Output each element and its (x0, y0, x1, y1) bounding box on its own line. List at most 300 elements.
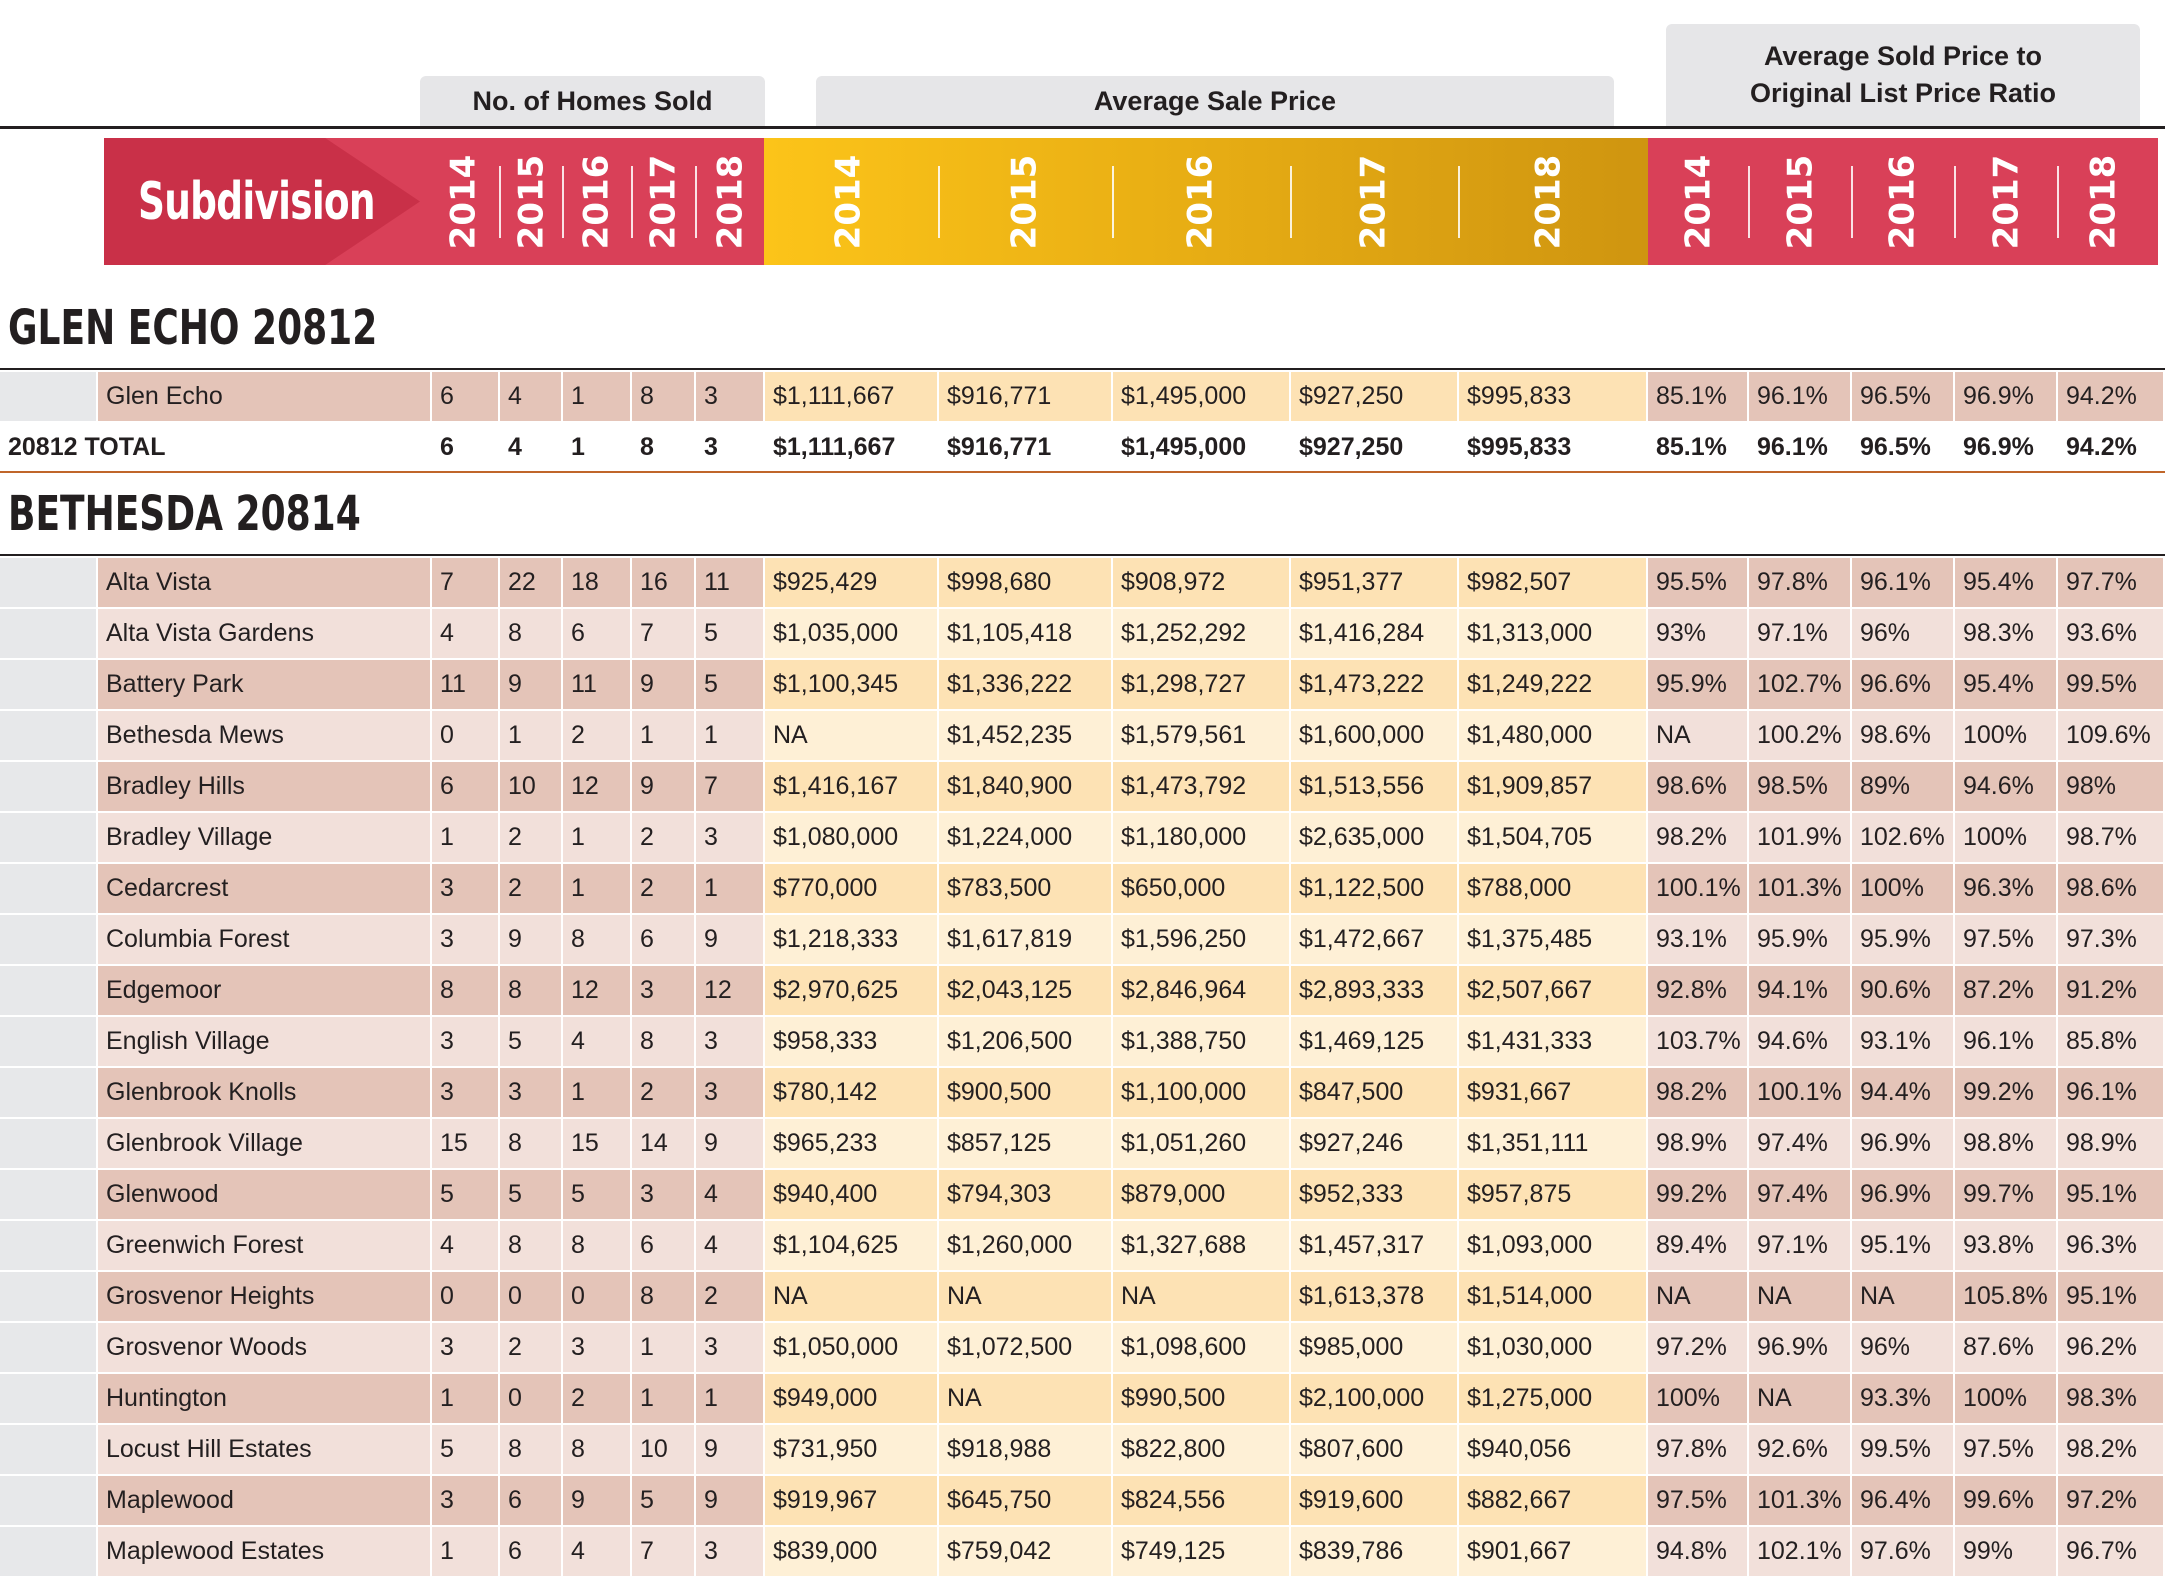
row-stub (0, 1119, 96, 1168)
price-ratio-value: 97.2% (2058, 1476, 2163, 1525)
price-ratio-value: 96.6% (1852, 660, 1953, 709)
homes-sold-value: 9 (632, 660, 694, 709)
avg-sale-price-value: $1,909,857 (1459, 762, 1646, 811)
year-label: 2015 (1780, 154, 1821, 249)
homes-sold-value: 2 (632, 864, 694, 913)
avg-sale-price-value: $916,771 (939, 423, 1111, 472)
price-ratio-value: 99.5% (1852, 1425, 1953, 1474)
avg-sale-price-value: $1,260,000 (939, 1221, 1111, 1270)
avg-sale-price-value: NA (1113, 1272, 1289, 1321)
ratio-header-line-2: Original List Price Ratio (1749, 78, 2057, 108)
homes-sold-value: 2 (563, 1374, 630, 1423)
year-label: 2018 (1528, 154, 1569, 249)
price-ratio-value: 93.8% (1955, 1221, 2056, 1270)
section-rule (0, 368, 2165, 370)
avg-sale-price-value: $957,875 (1459, 1170, 1646, 1219)
avg-sale-price-value: $1,224,000 (939, 813, 1111, 862)
price-ratio-value: 99.7% (1955, 1170, 2056, 1219)
price-ratio-value: NA (1648, 1272, 1747, 1321)
avg-sale-price-value: $1,473,792 (1113, 762, 1289, 811)
avg-sale-price-value: $1,431,333 (1459, 1017, 1646, 1066)
avg-sale-price-value: $1,298,727 (1113, 660, 1289, 709)
avg-sale-price-value: $807,600 (1291, 1425, 1457, 1474)
year-header-sold-1 (501, 138, 561, 265)
row-stub (0, 372, 96, 421)
avg-sale-price-value: NA (765, 711, 937, 760)
price-ratio-value: 97.5% (1955, 915, 2056, 964)
table-row (0, 1527, 2165, 1578)
table-row (0, 660, 2165, 711)
homes-sold-value: 5 (432, 1425, 498, 1474)
price-ratio-value: 99% (1955, 1527, 2056, 1576)
homes-sold-value: 18 (563, 558, 630, 607)
price-ratio-value: 98.6% (1648, 762, 1747, 811)
subdivision-name: Glen Echo (98, 372, 430, 421)
homes-sold-value: 1 (500, 711, 561, 760)
price-ratio-value: 85.8% (2058, 1017, 2163, 1066)
homes-sold-value: 4 (696, 1170, 763, 1219)
avg-sale-price-value: $982,507 (1459, 558, 1646, 607)
price-ratio-value: 101.9% (1749, 813, 1850, 862)
price-ratio-value: 96.9% (1852, 1170, 1953, 1219)
avg-sale-price-value: $1,035,000 (765, 609, 937, 658)
price-ratio-value: 98.2% (1648, 1068, 1747, 1117)
price-ratio-value: 100.1% (1749, 1068, 1850, 1117)
avg-sale-price-value: $925,429 (765, 558, 937, 607)
avg-sale-price-value: $1,180,000 (1113, 813, 1289, 862)
homes-sold-value: 7 (696, 762, 763, 811)
avg-sale-price-value: $927,246 (1291, 1119, 1457, 1168)
avg-sale-price-value: $2,970,625 (765, 966, 937, 1015)
homes-sold-value: 2 (500, 1323, 561, 1372)
header-separator (938, 166, 940, 238)
price-ratio-value: 99.6% (1955, 1476, 2056, 1525)
avg-sale-price-value: $1,206,500 (939, 1017, 1111, 1066)
year-header-price-0 (818, 138, 878, 265)
homes-sold-value: 3 (432, 1323, 498, 1372)
homes-sold-value: 6 (432, 423, 498, 472)
price-ratio-value: 98.9% (1648, 1119, 1747, 1168)
table-row (0, 1425, 2165, 1476)
table-row (0, 966, 2165, 1017)
price-ratio-value: 98.6% (2058, 864, 2163, 913)
table-row (0, 762, 2165, 813)
homes-sold-value: 6 (632, 915, 694, 964)
homes-sold-value: 4 (500, 423, 561, 472)
year-label: 2018 (2083, 154, 2124, 249)
price-ratio-value: 102.6% (1852, 813, 1953, 862)
price-ratio-value: 91.2% (2058, 966, 2163, 1015)
homes-sold-value: 11 (432, 660, 498, 709)
homes-sold-value: 0 (563, 1272, 630, 1321)
homes-sold-value: 2 (563, 711, 630, 760)
year-label: 2017 (1353, 154, 1394, 249)
avg-sale-price-value: $1,080,000 (765, 813, 937, 862)
avg-sale-price-value: $1,111,667 (765, 423, 937, 472)
homes-sold-value: 6 (563, 609, 630, 658)
table-row (0, 915, 2165, 966)
price-ratio-value: 96.1% (1749, 372, 1850, 421)
table-row (0, 609, 2165, 660)
homes-sold-value: 3 (432, 864, 498, 913)
avg-sale-price-value: $1,375,485 (1459, 915, 1646, 964)
price-ratio-value: 96.1% (1852, 558, 1953, 607)
price-ratio-value: 87.2% (1955, 966, 2056, 1015)
homes-sold-value: 9 (696, 1476, 763, 1525)
price-ratio-value: 98.3% (2058, 1374, 2163, 1423)
price-ratio-value: NA (1852, 1272, 1953, 1321)
year-label: 2016 (1180, 154, 1221, 249)
homes-sold-value: 7 (632, 1527, 694, 1576)
subdivision-name: Maplewood Estates (98, 1527, 430, 1576)
avg-sale-price-value: $1,495,000 (1113, 372, 1289, 421)
row-stub (0, 915, 96, 964)
price-ratio-value: 85.1% (1648, 372, 1747, 421)
table-row (0, 372, 2165, 423)
avg-sale-price-value: $1,452,235 (939, 711, 1111, 760)
subdivision-name: Glenbrook Knolls (98, 1068, 430, 1117)
price-ratio-value: 97.3% (2058, 915, 2163, 964)
price-ratio-value: 93.3% (1852, 1374, 1953, 1423)
price-ratio-value: 96.9% (1749, 1323, 1850, 1372)
row-stub (0, 1068, 96, 1117)
avg-sale-price-value: $931,667 (1459, 1068, 1646, 1117)
price-ratio-value: 94.2% (2058, 423, 2163, 472)
subdivision-name: Glenbrook Village (98, 1119, 430, 1168)
avg-sale-price-value: $857,125 (939, 1119, 1111, 1168)
price-ratio-value: 96.1% (1955, 1017, 2056, 1066)
homes-sold-value: 1 (432, 1374, 498, 1423)
price-ratio-value: NA (1648, 711, 1747, 760)
avg-sale-price-value: $824,556 (1113, 1476, 1289, 1525)
homes-sold-value: 3 (500, 1068, 561, 1117)
price-ratio-value: 95.4% (1955, 558, 2056, 607)
homes-sold-value: 8 (563, 1425, 630, 1474)
homes-sold-value: 2 (500, 864, 561, 913)
avg-sale-price-value: $749,125 (1113, 1527, 1289, 1576)
homes-sold-value: 3 (696, 1323, 763, 1372)
year-label: 2017 (1986, 154, 2027, 249)
table-row (0, 1221, 2165, 1272)
price-ratio-value: 89% (1852, 762, 1953, 811)
price-ratio-value: 95.9% (1648, 660, 1747, 709)
table-row (0, 1170, 2165, 1221)
homes-sold-value: 8 (500, 966, 561, 1015)
homes-sold-value: 3 (432, 1068, 498, 1117)
homes-sold-value: 8 (632, 1017, 694, 1066)
avg-sale-price-value: $1,218,333 (765, 915, 937, 964)
homes-sold-value: 1 (563, 1068, 630, 1117)
subdivision-name: Cedarcrest (98, 864, 430, 913)
year-header-sold-0 (433, 138, 493, 265)
table-row (0, 864, 2165, 915)
avg-sale-price-value: $918,988 (939, 1425, 1111, 1474)
homes-sold-value: 3 (432, 1017, 498, 1066)
avg-sale-price-value: $1,495,000 (1113, 423, 1289, 472)
homes-sold-value: 7 (432, 558, 498, 607)
avg-sale-price-value: $780,142 (765, 1068, 937, 1117)
price-ratio-value: 96.9% (1955, 423, 2056, 472)
price-ratio-value: 100% (1955, 1374, 2056, 1423)
avg-sale-price-value: $1,469,125 (1291, 1017, 1457, 1066)
avg-sale-price-value: $952,333 (1291, 1170, 1457, 1219)
avg-sale-price-value: $901,667 (1459, 1527, 1646, 1576)
subdivision-name: Alta Vista Gardens (98, 609, 430, 658)
subdivision-header: Subdivision (138, 171, 375, 232)
homes-sold-value: 3 (696, 813, 763, 862)
price-ratio-value: 95.9% (1749, 915, 1850, 964)
price-ratio-value: 99.2% (1955, 1068, 2056, 1117)
price-ratio-value: 97.8% (1648, 1425, 1747, 1474)
table-row (0, 711, 2165, 762)
homes-sold-value: 9 (632, 762, 694, 811)
homes-sold-value: 1 (432, 813, 498, 862)
avg-sale-price-value: $927,250 (1291, 423, 1457, 472)
avg-sale-price-value: $839,000 (765, 1527, 937, 1576)
year-header-ratio-2 (1872, 138, 1932, 265)
price-ratio-value: 95.9% (1852, 915, 1953, 964)
homes-sold-value: 1 (563, 813, 630, 862)
price-ratio-value: 94.6% (1955, 762, 2056, 811)
homes-sold-value: 6 (432, 762, 498, 811)
subdivision-name: Grosvenor Woods (98, 1323, 430, 1372)
homes-sold-value: 9 (696, 1119, 763, 1168)
avg-sale-price-value: NA (765, 1272, 937, 1321)
avg-sale-price-value: $759,042 (939, 1527, 1111, 1576)
price-ratio-value: 95.1% (1852, 1221, 1953, 1270)
header-top-rule (0, 126, 2165, 129)
price-ratio-value: 97.7% (2058, 558, 2163, 607)
avg-sale-price-value: $908,972 (1113, 558, 1289, 607)
price-ratio-value: 100.2% (1749, 711, 1850, 760)
price-ratio-value: 96.7% (2058, 1527, 2163, 1576)
homes-sold-value: 8 (500, 609, 561, 658)
homes-sold-value: 4 (432, 1221, 498, 1270)
price-ratio-value: 97.1% (1749, 609, 1850, 658)
year-label: 2014 (1678, 154, 1719, 249)
row-stub (0, 1170, 96, 1219)
price-ratio-value: 96.5% (1852, 372, 1953, 421)
avg-sale-price-value: $1,100,000 (1113, 1068, 1289, 1117)
year-label: 2016 (576, 154, 617, 249)
homes-sold-value: 9 (696, 1425, 763, 1474)
subdivision-name: Maplewood (98, 1476, 430, 1525)
price-ratio-value: 98.8% (1955, 1119, 2056, 1168)
homes-sold-value: 12 (563, 762, 630, 811)
avg-sale-price-value: $1,513,556 (1291, 762, 1457, 811)
header-separator (1954, 166, 1956, 238)
avg-sale-price-value: $990,500 (1113, 1374, 1289, 1423)
row-stub (0, 660, 96, 709)
price-ratio-value: 93.6% (2058, 609, 2163, 658)
group-header-ratio (1666, 24, 2140, 126)
table-row (0, 1272, 2165, 1323)
year-header-price-4 (1518, 138, 1578, 265)
homes-sold-value: 6 (500, 1527, 561, 1576)
avg-sale-price-value: $1,072,500 (939, 1323, 1111, 1372)
homes-sold-value: 5 (432, 1170, 498, 1219)
avg-sale-price-value: $1,098,600 (1113, 1323, 1289, 1372)
homes-sold-value: 6 (632, 1221, 694, 1270)
price-ratio-value: 96.1% (2058, 1068, 2163, 1117)
avg-sale-price-value: $1,327,688 (1113, 1221, 1289, 1270)
price-ratio-value: 94.8% (1648, 1527, 1747, 1576)
homes-sold-value: 8 (632, 372, 694, 421)
subdivision-name: Bradley Hills (98, 762, 430, 811)
price-ratio-value: 102.7% (1749, 660, 1850, 709)
avg-sale-price-value: $900,500 (939, 1068, 1111, 1117)
avg-sale-price-value: $1,351,111 (1459, 1119, 1646, 1168)
avg-sale-price-value: $919,600 (1291, 1476, 1457, 1525)
avg-sale-price-value: $1,100,345 (765, 660, 937, 709)
avg-sale-price-value: $1,416,284 (1291, 609, 1457, 658)
price-ratio-value: 96.2% (2058, 1323, 2163, 1372)
price-ratio-value: 97.5% (1955, 1425, 2056, 1474)
avg-sale-price-value: $783,500 (939, 864, 1111, 913)
avg-sale-price-value: $1,472,667 (1291, 915, 1457, 964)
homes-sold-value: 9 (563, 1476, 630, 1525)
homes-sold-value: 8 (563, 1221, 630, 1270)
homes-sold-value: 8 (500, 1425, 561, 1474)
header-separator (1290, 166, 1292, 238)
year-header-price-1 (994, 138, 1054, 265)
homes-sold-value: 3 (563, 1323, 630, 1372)
price-ratio-value: 95.1% (2058, 1272, 2163, 1321)
row-stub (0, 711, 96, 760)
homes-sold-value: 9 (696, 915, 763, 964)
year-header-sold-4 (700, 138, 760, 265)
price-ratio-value: 97.1% (1749, 1221, 1850, 1270)
avg-sale-price-value: $770,000 (765, 864, 937, 913)
row-stub (0, 864, 96, 913)
avg-sale-price-value: $879,000 (1113, 1170, 1289, 1219)
avg-sale-price-value: $1,457,317 (1291, 1221, 1457, 1270)
homes-sold-value: 1 (432, 1527, 498, 1576)
price-ratio-value: 101.3% (1749, 864, 1850, 913)
price-ratio-value: 101.3% (1749, 1476, 1850, 1525)
homes-sold-value: 12 (696, 966, 763, 1015)
homes-sold-value: 4 (432, 609, 498, 658)
homes-sold-value: 1 (563, 423, 630, 472)
homes-sold-value: 8 (432, 966, 498, 1015)
homes-sold-value: 9 (500, 660, 561, 709)
avg-sale-price-value: $995,833 (1459, 423, 1646, 472)
price-ratio-value: 98.2% (2058, 1425, 2163, 1474)
price-ratio-value: 94.1% (1749, 966, 1850, 1015)
homes-sold-value: 14 (632, 1119, 694, 1168)
price-ratio-value: 100.1% (1648, 864, 1747, 913)
homes-sold-value: 1 (632, 1323, 694, 1372)
subdivision-name: Bradley Village (98, 813, 430, 862)
price-ratio-value: 93.1% (1852, 1017, 1953, 1066)
homes-sold-value: 6 (432, 372, 498, 421)
avg-sale-price-value: $1,596,250 (1113, 915, 1289, 964)
price-ratio-value: 96.9% (1852, 1119, 1953, 1168)
homes-sold-value: 0 (500, 1272, 561, 1321)
homes-sold-value: 12 (563, 966, 630, 1015)
price-ratio-value: 99.2% (1648, 1170, 1747, 1219)
avg-sale-price-value: $1,840,900 (939, 762, 1111, 811)
avg-sale-price-value: $1,613,378 (1291, 1272, 1457, 1321)
homes-sold-value: 0 (432, 1272, 498, 1321)
avg-sale-price-value: $985,000 (1291, 1323, 1457, 1372)
price-ratio-value: 87.6% (1955, 1323, 2056, 1372)
avg-sale-price-value: $1,514,000 (1459, 1272, 1646, 1321)
year-label: 2014 (443, 154, 484, 249)
price-ratio-value: 98.9% (2058, 1119, 2163, 1168)
avg-sale-price-value: $1,051,260 (1113, 1119, 1289, 1168)
price-ratio-value: 97.5% (1648, 1476, 1747, 1525)
ratio-header-line-1: Average Sold Price to (1763, 41, 2043, 71)
year-header-sold-3 (633, 138, 693, 265)
price-ratio-value: 96% (1852, 609, 1953, 658)
avg-sale-price-value: $1,275,000 (1459, 1374, 1646, 1423)
avg-sale-price-value: $2,507,667 (1459, 966, 1646, 1015)
price-ratio-value: 93% (1648, 609, 1747, 658)
homes-sold-value: 10 (632, 1425, 694, 1474)
homes-sold-value: 3 (696, 1017, 763, 1066)
avg-sale-price-value: $1,600,000 (1291, 711, 1457, 760)
price-ratio-value: NA (1749, 1272, 1850, 1321)
avg-sale-price-value: $731,950 (765, 1425, 937, 1474)
header-separator (695, 166, 697, 238)
year-label: 2016 (1882, 154, 1923, 249)
avg-sale-price-value: NA (939, 1374, 1111, 1423)
year-header-ratio-3 (1976, 138, 2036, 265)
avg-sale-price-value: $650,000 (1113, 864, 1289, 913)
homes-sold-value: 1 (563, 372, 630, 421)
table-row (0, 1068, 2165, 1119)
price-ratio-value: 85.1% (1648, 423, 1747, 472)
homes-sold-value: 5 (500, 1017, 561, 1066)
avg-sale-price-value: $1,104,625 (765, 1221, 937, 1270)
header-separator (499, 166, 501, 238)
homes-sold-value: 2 (632, 813, 694, 862)
avg-sale-price-value: $1,249,222 (1459, 660, 1646, 709)
avg-sale-price-value: $940,400 (765, 1170, 937, 1219)
year-header-ratio-4 (2073, 138, 2133, 265)
avg-sale-price-value: $927,250 (1291, 372, 1457, 421)
avg-sale-price-value: $995,833 (1459, 372, 1646, 421)
homes-sold-value: 22 (500, 558, 561, 607)
homes-sold-value: 8 (632, 1272, 694, 1321)
avg-sale-price-value: $2,100,000 (1291, 1374, 1457, 1423)
row-stub (0, 1272, 96, 1321)
price-ratio-value: 103.7% (1648, 1017, 1747, 1066)
row-stub (0, 1425, 96, 1474)
avg-sale-price-value: $1,617,819 (939, 915, 1111, 964)
homes-sold-value: 11 (563, 660, 630, 709)
table-row (0, 558, 2165, 609)
homes-sold-value: 3 (696, 1527, 763, 1576)
price-ratio-value: 96% (1852, 1323, 1953, 1372)
header-separator (1458, 166, 1460, 238)
total-rule (0, 471, 2165, 473)
price-ratio-value: 97.2% (1648, 1323, 1747, 1372)
avg-sale-price-value: $1,252,292 (1113, 609, 1289, 658)
price-ratio-value: 96.9% (1955, 372, 2056, 421)
price-ratio-value: 98.6% (1852, 711, 1953, 760)
price-ratio-value: NA (1749, 1374, 1850, 1423)
price-ratio-value: 97.8% (1749, 558, 1850, 607)
homes-sold-value: 0 (432, 711, 498, 760)
avg-sale-price-value: $1,111,667 (765, 372, 937, 421)
homes-sold-value: 6 (500, 1476, 561, 1525)
homes-sold-value: 3 (696, 423, 763, 472)
homes-sold-value: 3 (696, 372, 763, 421)
homes-sold-value: 8 (632, 423, 694, 472)
homes-sold-value: 8 (563, 915, 630, 964)
